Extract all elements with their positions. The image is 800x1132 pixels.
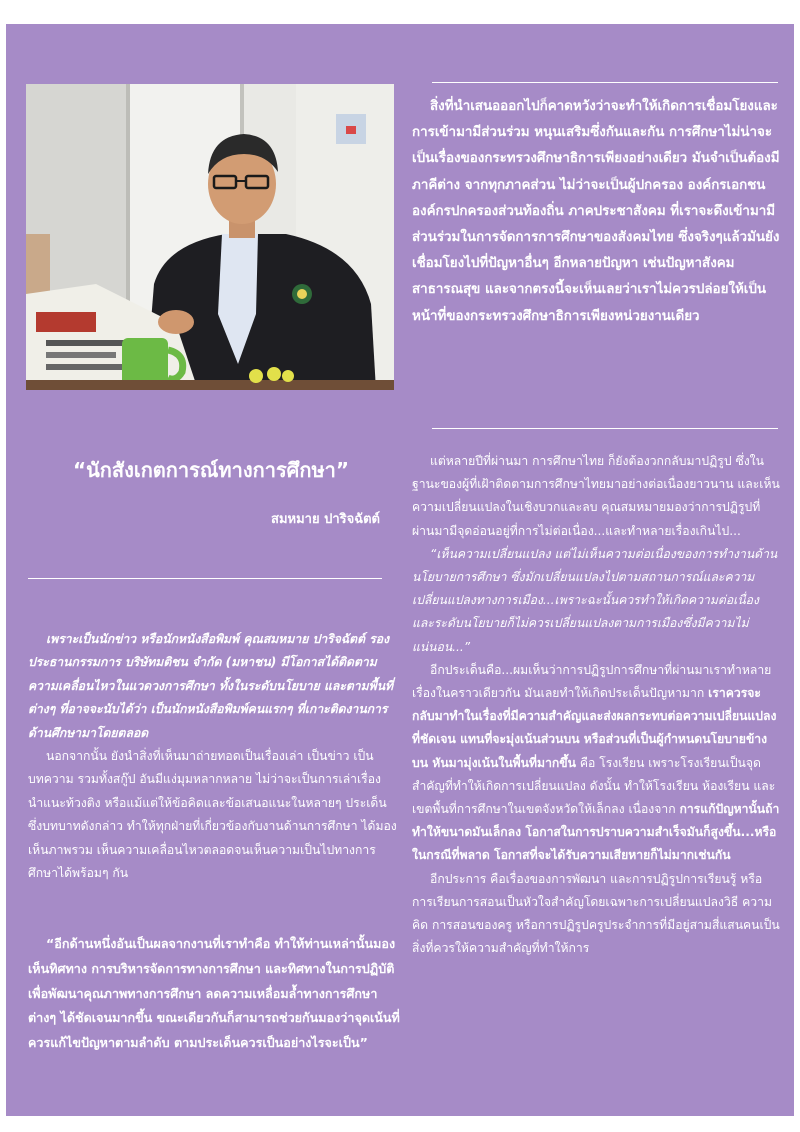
right-body-paragraph-3-c: คือ โรงเรียน เพราะโรงเรียนเป็นจุดสำคัญที่ทำให้เกิดการเปลี่ยนแปลง ดังนั้น ทำให้โรงเรียน ห้องเรียน และเขตพื้นที่การศึกษาในเขตจังหวัดให้เล็กลง เนื่องจาก	[412, 755, 776, 817]
right-body-paragraph-3-d: การแก้ปัญหานั้นถ้าทำให้ขนาดมันเล็กลง โอกาสในการปราบความสำเร็จมันก็สูงขึ้น...หรือในกรณีที่พลาด โอกาสที่จะได้รับความเสียหายก็ไม่มากเช่นกัน	[412, 802, 780, 863]
photo-of-man-reading-newspaper-icon	[26, 84, 394, 390]
article-title: “นักสังเกตการณ์ทางการศึกษา”	[72, 458, 350, 482]
right-body-paragraph-3-b: เราควรจะกลับมาทำในเรื่องที่มีความสำคัญและส่งผลกระทบต่อความเปลี่ยนแปลงที่ชัดเจน แทนที่จะมุ่งเน้นส่วนบน หรือส่วนที่เป็นผู้กำหนดนโยบายข้างบน หันมามุ่งเน้นในพื้นที่มากขึ้น	[412, 686, 777, 770]
right-body-quote: “เห็นความเปลี่ยนแปลง แต่ไม่เห็นความต่อเนื่องของการทำงานด้านนโยบายการศึกษา ซึ่งมักเปลี่ยนแปลงไปตามสถานการณ์และความเปลี่ยนแปลงทางการเมือง...เพราะฉะนั้นควรทำให้เกิดความต่อเนื่อง และระดับนโยบายก็ไม่ควรเปลี่ยนแปลงตามการเมืองซึ่งมีความไม่แน่นอน...”	[412, 546, 778, 654]
right-body-column	[412, 450, 782, 960]
right-body-paragraph-4: อีกประการ คือเรื่องของการพัฒนา และการปฏิรูปการเรียนรู้ หรือการเรียนการสอนเป็นหัวใจสำคัญโดยเฉพาะการเปลี่ยนแปลงวิธี ความคิด การสอนของครู หรือการปฏิรูปครูประจำการที่มีอยู่สามสี่แสนคนเป็นสิ่งที่ควรให้ความสำคัญที่ทำให้การ	[412, 871, 780, 956]
right-body-paragraph-3	[412, 659, 782, 868]
left-divider	[28, 578, 382, 579]
right-body-paragraph-1: แต่หลายปีที่ผ่านมา การศึกษาไทย ก็ยังต้องวกกลับมาปฏิรูป ซึ่งในฐานะของผู้ที่เฝ้าติดตามการศึกษาไทยมาอย่างต่อเนื่องยาวนาน และเห็นความเปลี่ยนแปลงในเชิงบวกและลบ คุณสมหมายมองว่าการปฏิรูปที่ผ่านมามีจุดอ่อนอยู่ที่การไม่ต่อเนื่อง...และทำหลายเรื่องเกินไป...	[412, 454, 780, 538]
left-body-paragraph: นอกจากนั้น ยังนำสิ่งที่เห็นมาถ่ายทอดเป็นเรื่องเล่า เป็นข่าว เป็นบทความ รวมทั้งสกู๊ป อันมีแง่มุมหลากหลาย ไม่ว่าจะเป็นการเล่าเรื่อง นำแนะท้วงติง หรือแม้แต่ให้ข้อคิดและข้อเสนอแนะในหลายๆ ประเด็น ซึ่งบทบาทดังกล่าว ทำให้ทุกฝ่ายที่เกี่ยวข้องกับงานด้านการศึกษา ได้มองเห็นภาพรวม เห็นความเคลื่อนไหวตลอดจนเห็นความเป็นไปทางการศึกษาได้พร้อมๆ กัน	[28, 749, 397, 881]
article-page	[6, 24, 794, 1116]
middle-right-divider	[432, 428, 778, 429]
left-body-column	[28, 628, 400, 885]
left-lead-paragraph: เพราะเป็นนักข่าว หรือนักหนังสือพิมพ์ คุณสมหมาย ปาริจฉัตต์ รองประธานกรรมการ บริษัทมติชน จำกัด (มหาชน) มีโอกาสได้ติดตามความเคลื่อนไหวในแวดวงการศึกษา ทั้งในระดับนโยบาย และตามพื้นที่ต่างๆ ที่อาจจะนับได้ว่า เป็นนักหนังสือพิมพ์คนแรกๆ ที่เกาะติดงานการด้านศึกษามาโดยตลอด	[28, 632, 394, 740]
top-right-divider	[432, 82, 778, 83]
right-intro-paragraph: สิ่งที่นำเสนอออกไปก็คาดหวังว่าจะทำให้เกิดการเชื่อมโยงและการเข้ามามีส่วนร่วม หนุนเสริมซึ่งกันและกัน การศึกษาไม่น่าจะเป็นเรื่องของกระทรวงศึกษาธิการเพียงอย่างเดียว มันจำเป็นต้องมีภาคีต่าง จากทุกภาคส่วน ไม่ว่าจะเป็นผู้ปกครอง องค์กรเอกชน องค์กรปกครองส่วนท้องถิ่น ภาคประชาสังคม ที่เราจะดึงเข้ามามีส่วนร่วมในการจัดการการศึกษาของสังคมไทย ซึ่งจริงๆแล้วมันยังเชื่อมโยงไปที่ปัญหาอื่นๆ อีกหลายปัญหา เช่นปัญหาสังคม สาธารณสุข และจากตรงนี้จะเห็นเลยว่าเราไม่ควรปล่อยให้เป็นหน้าที่ของกระทรวงศึกษาธิการเพียงหน่วยงานเดียว	[412, 99, 780, 324]
right-intro-column	[412, 94, 782, 330]
left-pull-quote: “อีกด้านหนึ่งอันเป็นผลจากงานที่เราทำคือ ทำให้ท่านเหล่านั้นมองเห็นทิศทาง การบริหารจัดการทางการศึกษา และทิศทางในการปฏิบัติเพื่อพัฒนาคุณภาพทางการศึกษา ลดความเหลื่อมล้ำทางการศึกษาต่างๆ ได้ชัดเจนมากขึ้น ขณะเดียวกันก็สามารถช่วยกันมองว่าจุดเน้นที่ควรแก้ไขปัญหาตามลำดับ ตามประเด็นควรเป็นอย่างไรจะเป็น”	[28, 936, 400, 1051]
article-author: สมหมาย ปาริจฉัตต์	[271, 512, 380, 527]
article-photo	[26, 84, 394, 390]
left-quote-column	[28, 932, 400, 1056]
right-body-paragraph-3-a: อีกประเด็นคือ...ผมเห็นว่าการปฏิรูปการศึกษาที่ผ่านมาเราทำหลายเรื่องในคราวเดียวกัน มันเลยทำให้เกิดประเด็นปัญหามาก	[412, 662, 772, 701]
